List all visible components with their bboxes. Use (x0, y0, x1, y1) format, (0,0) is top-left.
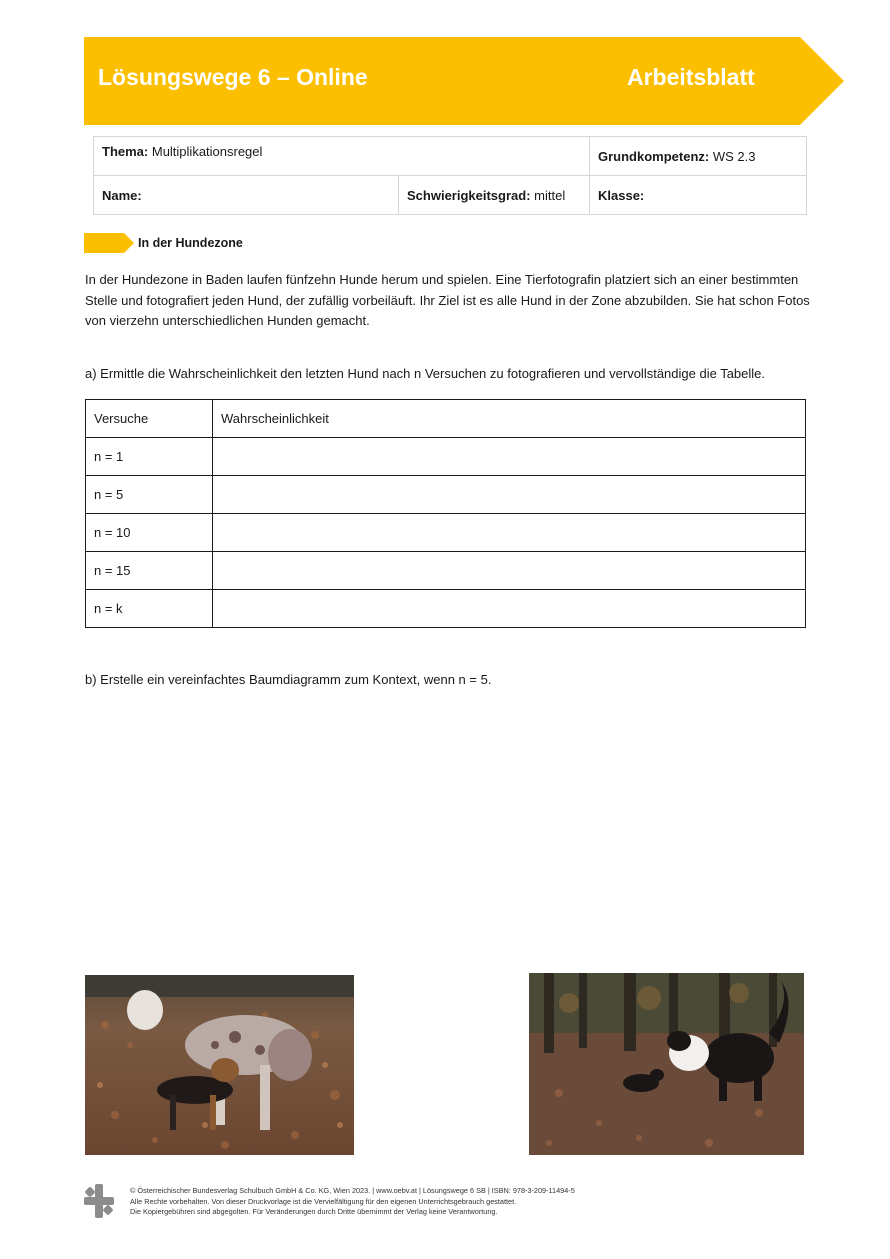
answer-cell[interactable] (213, 590, 806, 628)
topic-label: Thema: (102, 144, 149, 159)
footer-line: Die Kopiergebühren sind abgegolten. Für Veränderungen durch Dritte übernimmt der Verlag keine Verantwortung. (130, 1207, 498, 1216)
answer-cell[interactable] (213, 438, 806, 476)
difficulty-value: mittel (534, 187, 566, 203)
topic-cell (94, 137, 590, 176)
header-wahrscheinlichkeit: Wahrscheinlichkeit (213, 400, 806, 438)
topic-value: Multiplikationsregel (151, 144, 263, 159)
footer (130, 1186, 575, 1218)
competence-value: WS 2.3 (712, 148, 756, 164)
answer-cell[interactable] (213, 552, 806, 590)
probability-table (85, 399, 806, 628)
dog-photo-right (529, 973, 804, 1155)
header-versuche: Versuche (86, 400, 213, 438)
answer-cell[interactable] (213, 514, 806, 552)
answer-cell[interactable] (213, 476, 806, 514)
info-table (93, 136, 807, 215)
section-marker (84, 233, 134, 253)
competence-cell (590, 137, 807, 176)
footer-line: © Österreichischer Bundesverlag Schulbuch GmbH & Co. KG, Wien 2023. | www.oebv.at | Lösungswege 6 SB | ISBN: 978-3-209-11494-5 (130, 1186, 575, 1195)
page-title: Lösungswege 6 – Online (98, 64, 368, 90)
class-cell[interactable] (590, 176, 807, 215)
table-row (86, 552, 806, 590)
row-label: n = 5 (86, 476, 213, 514)
footer-line: Alle Rechte vorbehalten. Von dieser Druckvorlage ist die Vervielfältigung für den eigenen Unterrichtsgebrauch gestattet. (130, 1196, 517, 1206)
table-row (86, 514, 806, 552)
document-type: Arbeitsblatt (627, 64, 755, 90)
table-row (86, 476, 806, 514)
table-row (86, 438, 806, 476)
class-label: Klasse: (598, 187, 645, 203)
row-label: n = k (86, 590, 213, 628)
task-a: a) Ermittle die Wahrscheinlichkeit den letzten Hund nach n Versuchen zu fotografieren und vervollständige die Tabelle. (85, 366, 766, 381)
table-header-row (86, 400, 806, 438)
row-label: n = 15 (86, 552, 213, 590)
section-title: In der Hundezone (138, 236, 243, 250)
dog-photo-left (85, 975, 354, 1155)
competence-label: Grundkompetenz: (598, 148, 710, 164)
task-b: b) Erstelle ein vereinfachtes Baumdiagramm zum Kontext, wenn n = 5. (85, 672, 492, 687)
difficulty-cell (399, 176, 590, 215)
name-label: Name: (102, 187, 142, 203)
publisher-logo-icon (84, 1184, 114, 1218)
intro-text: In der Hundezone in Baden laufen fünfzehn Hunde herum und spielen. Eine Tierfotografin platziert sich an einer bestimmten Stelle und fotografiert jeden Hund, der zufällig vorbeiläuft. Ihr Ziel ist es alle Hund in der Zone abzubilden. Sie hat schon Fotos von vierzehn unterschiedlichen Hunden gemacht. (85, 272, 810, 328)
table-row (86, 590, 806, 628)
difficulty-label: Schwierigkeitsgrad: (407, 187, 531, 203)
name-cell[interactable] (94, 176, 399, 215)
row-label: n = 1 (86, 438, 213, 476)
row-label: n = 10 (86, 514, 213, 552)
